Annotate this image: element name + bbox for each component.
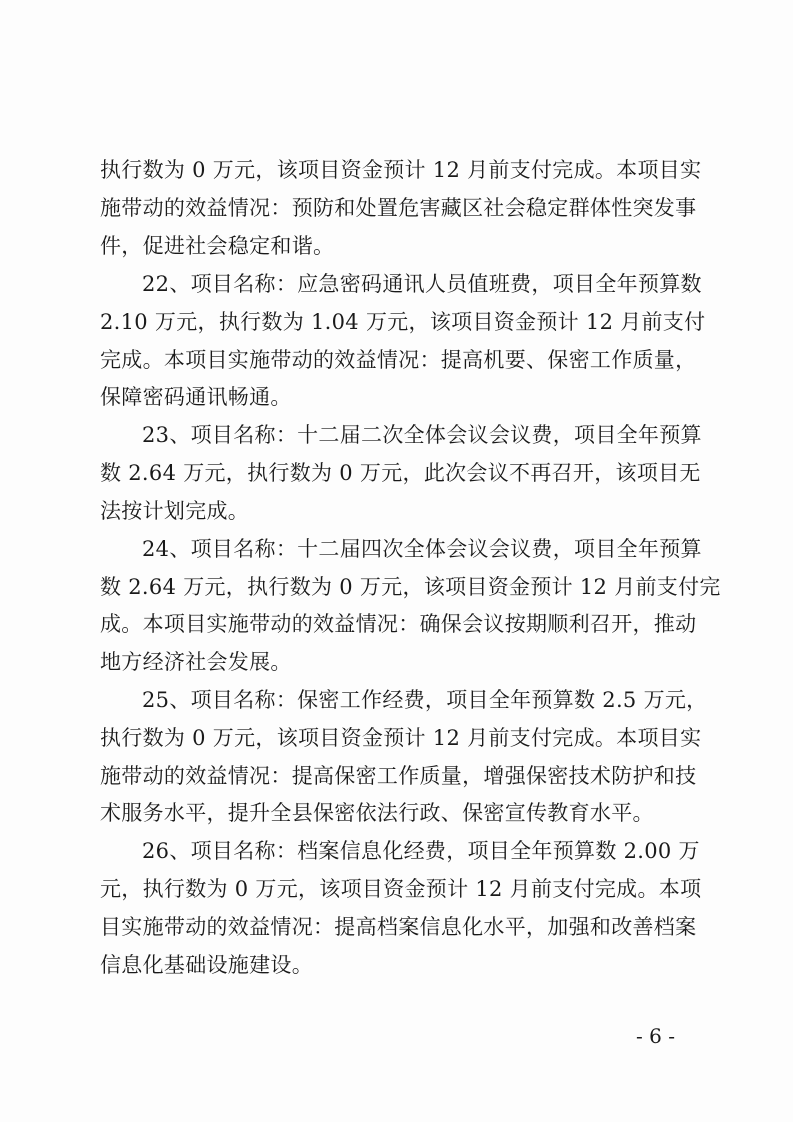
text-line: 施带动的效益情况：提高保密工作质量，增强保密技术防护和技 — [100, 764, 697, 788]
text-line: 目实施带动的效益情况：提高档案信息化水平，加强和改善档案 — [100, 915, 697, 939]
text-line: 地方经济社会发展。 — [100, 650, 292, 674]
text-line: 件，促进社会稳定和谐。 — [100, 234, 335, 258]
text-line: 信息化基础设施建设。 — [100, 953, 313, 977]
text-line: 法按计划完成。 — [100, 499, 250, 523]
text-line: 保障密码通讯畅通。 — [100, 385, 292, 409]
paragraph-24-first-line: 24、项目名称：十二届四次全体会议会议费，项目全年预算 — [142, 537, 702, 561]
text-line: 数 2.64 万元，执行数为 0 万元，该项目资金预计 12 月前支付完 — [100, 575, 721, 599]
text-line: 2.10 万元，执行数为 1.04 万元，该项目资金预计 12 月前支付 — [100, 310, 706, 334]
text-line: 执行数为 0 万元，该项目资金预计 12 月前支付完成。本项目实 — [100, 158, 702, 182]
text-line: 术服务水平，提升全县保密依法行政、保密宣传教育水平。 — [100, 801, 654, 825]
text-line: 元，执行数为 0 万元，该项目资金预计 12 月前支付完成。本项 — [100, 877, 702, 901]
paragraph-26-first-line: 26、项目名称：档案信息化经费，项目全年预算数 2.00 万 — [142, 839, 700, 863]
paragraph-22-first-line: 22、项目名称：应急密码通讯人员值班费，项目全年预算数 — [142, 272, 702, 296]
text-line: 成。本项目实施带动的效益情况：确保会议按期顺利召开，推动 — [100, 612, 697, 636]
paragraph-25-first-line: 25、项目名称：保密工作经费，项目全年预算数 2.5 万元， — [142, 688, 708, 712]
paragraph-23-first-line: 23、项目名称：十二届二次全体会议会议费，项目全年预算 — [142, 423, 702, 447]
text-line: 数 2.64 万元，执行数为 0 万元，此次会议不再召开，该项目无 — [100, 461, 701, 485]
text-line: 施带动的效益情况：预防和处置危害藏区社会稳定群体性突发事 — [100, 196, 697, 220]
page-number: - 6 - — [636, 1024, 675, 1048]
text-line: 完成。本项目实施带动的效益情况：提高机要、保密工作质量， — [100, 348, 697, 372]
text-line: 执行数为 0 万元，该项目资金预计 12 月前支付完成。本项目实 — [100, 726, 702, 750]
